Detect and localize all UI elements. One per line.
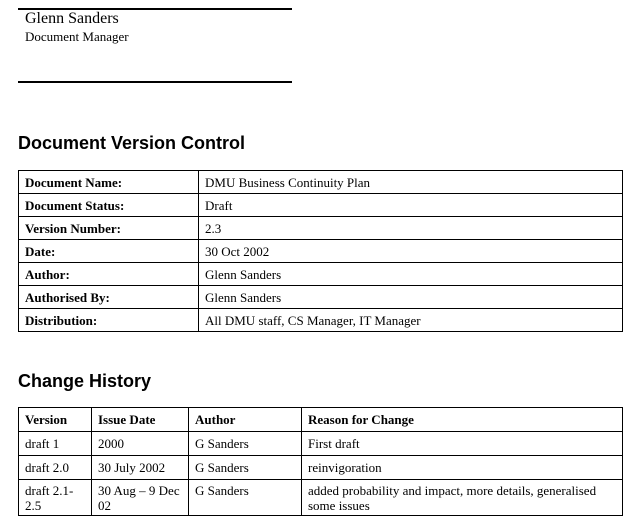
version-number-value: 2.3 [199, 217, 623, 240]
table-row [19, 480, 623, 516]
document-name-label: Document Name: [19, 171, 199, 194]
version-cell: draft 2.1-2.5 [19, 480, 92, 516]
table-row [19, 263, 623, 286]
version-cell: draft 1 [19, 432, 92, 456]
table-row [19, 286, 623, 309]
reason-cell: First draft [302, 432, 623, 456]
signature-rule-bottom [18, 81, 292, 83]
date-label: Date: [19, 240, 199, 263]
table-row [19, 309, 623, 332]
document-name-value: DMU Business Continuity Plan [199, 171, 623, 194]
reason-cell: added probability and impact, more details, generalised some issues [302, 480, 623, 516]
distribution-value: All DMU staff, CS Manager, IT Manager [199, 309, 623, 332]
issue-date-cell: 2000 [92, 432, 189, 456]
table-row [19, 432, 623, 456]
date-value: 30 Oct 2002 [199, 240, 623, 263]
version-number-label: Version Number: [19, 217, 199, 240]
version-control-table [18, 170, 623, 332]
authorised-by-label: Authorised By: [19, 286, 199, 309]
version-control-heading: Document Version Control [18, 133, 246, 153]
issue-date-cell: 30 July 2002 [92, 456, 189, 480]
document-status-label: Document Status: [19, 194, 199, 217]
column-header-reason: Reason for Change [302, 408, 623, 432]
table-header-row [19, 408, 623, 432]
change-history-heading: Change History [18, 371, 152, 391]
column-header-version: Version [19, 408, 92, 432]
version-cell: draft 2.0 [19, 456, 92, 480]
document-status-value: Draft [199, 194, 623, 217]
reason-cell: reinvigoration [302, 456, 623, 480]
author-cell: G Sanders [189, 480, 302, 516]
distribution-label: Distribution: [19, 309, 199, 332]
signature-name: Glenn Sanders [25, 10, 119, 27]
issue-date-cell: 30 Aug – 9 Dec 02 [92, 480, 189, 516]
column-header-author: Author [189, 408, 302, 432]
authorised-by-value: Glenn Sanders [199, 286, 623, 309]
signature-role: Document Manager [25, 29, 129, 44]
author-cell: G Sanders [189, 432, 302, 456]
table-row [19, 194, 623, 217]
change-history-table [18, 407, 623, 516]
table-row [19, 217, 623, 240]
author-value: Glenn Sanders [199, 263, 623, 286]
author-cell: G Sanders [189, 456, 302, 480]
table-row [19, 171, 623, 194]
column-header-issue-date: Issue Date [92, 408, 189, 432]
table-row [19, 456, 623, 480]
table-row [19, 240, 623, 263]
author-label: Author: [19, 263, 199, 286]
